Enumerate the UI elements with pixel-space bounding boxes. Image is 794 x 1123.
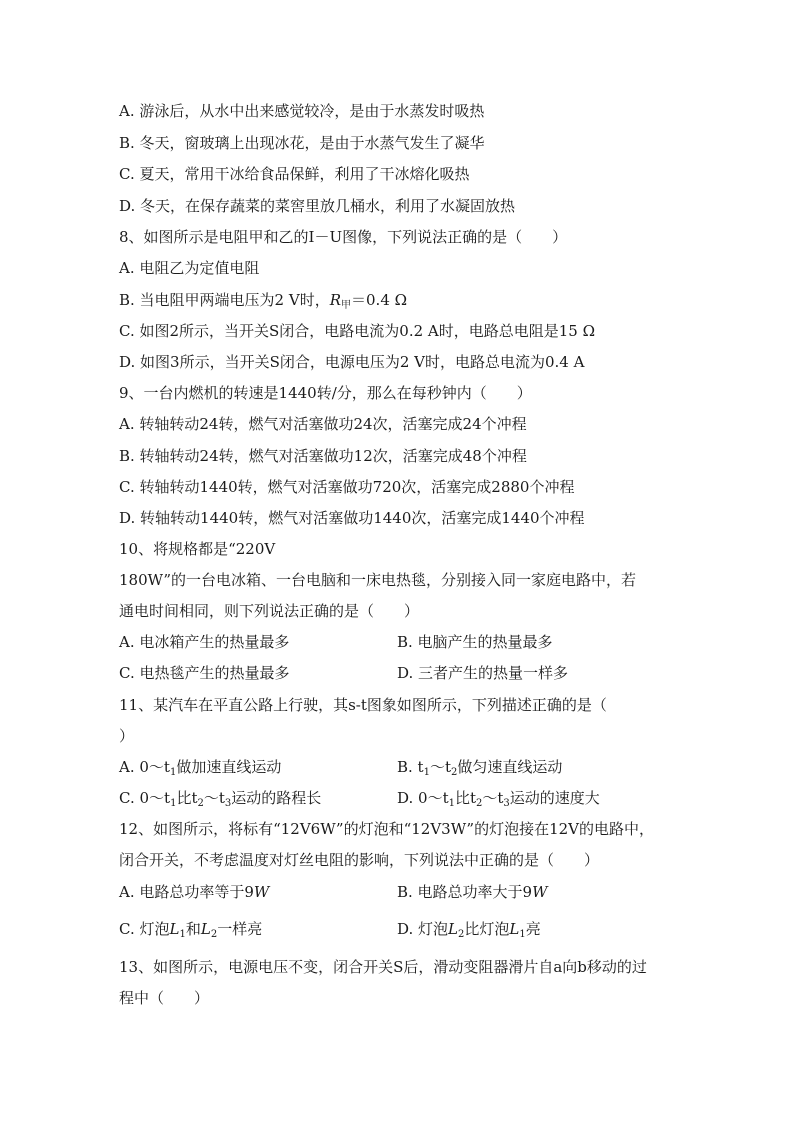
q8-option-a: A. 电阻乙为定值电阻	[119, 259, 260, 277]
q12-option-b: B. 电路总功率大于9W	[397, 883, 548, 901]
q10-option-a: A. 电冰箱产生的热量最多	[119, 633, 290, 651]
q10-option-b: B. 电脑产生的热量最多	[397, 633, 553, 651]
q7-option-d: D. 冬天，在保存蔬菜的菜窖里放几桶水，利用了水凝固放热	[119, 197, 516, 215]
q9-option-d: D. 转轴转动1440转，燃气对活塞做功1440次，活塞完成1440个冲程	[119, 509, 585, 527]
q8-option-b: B. 当电阻甲两端电压为2 V时，$R_甲=0.4$ Ω	[119, 291, 408, 311]
q13-stem-line1: 13、如图所示，电源电压不变，闭合开关S后，滑动变阻器滑片自a向b移动的过	[119, 958, 647, 976]
q12-stem-line2: 闭合开关，不考虑温度对灯丝电阻的影响，下列说法中正确的是（ ）	[119, 851, 600, 869]
q12-stem-line1: 12、如图所示，将标有“12V6W”的灯泡和“12V3W”的灯泡接在12V的电路中，	[119, 820, 655, 838]
q7-option-a: A. 游泳后，从水中出来感觉较冷，是由于水蒸发时吸热	[119, 102, 485, 120]
q10-stem-line3: 通电时间相同，则下列说法正确的是（ ）	[119, 602, 420, 620]
q12-option-a: A. 电路总功率等于9W	[119, 883, 270, 901]
q9-option-b: B. 转轴转动24转，燃气对活塞做功12次，活塞完成48个冲程	[119, 447, 527, 465]
q13-stem-line2: 程中（ ）	[119, 989, 210, 1007]
q10-option-d: D. 三者产生的热量一样多	[397, 664, 569, 682]
q9-option-a: A. 转轴转动24转，燃气对活塞做功24次，活塞完成24个冲程	[119, 415, 527, 433]
q7-option-c: C. 夏天，常用干冰给食品保鲜，利用了干冰熔化吸热	[119, 165, 470, 183]
q11-stem-line1: 11、某汽车在平直公路上行驶，其s-t图象如图所示，下列描述正确的是（	[119, 696, 607, 714]
q11-option-b: B. $t_1\sim t_2$做匀速直线运动	[397, 758, 563, 778]
q12-option-d: D. 灯泡$L_2$比灯泡$L_1$亮	[397, 920, 541, 940]
q10-stem-line2: 180W”的一台电冰箱、一台电脑和一床电热毯，分别接入同一家庭电路中，若	[119, 571, 636, 589]
q11-stem-line2: ）	[119, 727, 135, 745]
q9-option-c: C. 转轴转动1440转，燃气对活塞做功720次，活塞完成2880个冲程	[119, 478, 575, 496]
q11-option-d: D. $0\sim t_1$比$t_2\sim t_3$运动的速度大	[397, 789, 600, 809]
q9-stem: 9、一台内燃机的转速是1440转/分，那么在每秒钟内（ ）	[119, 384, 532, 402]
q7-option-b: B. 冬天，窗玻璃上出现冰花，是由于水蒸气发生了凝华	[119, 134, 485, 152]
q8-stem: 8、如图所示是电阻甲和乙的I－U图像，下列说法正确的是（ ）	[119, 228, 568, 246]
q8-option-c: C. 如图2所示，当开关S闭合，电路电流为0.2 A时，电路总电阻是15 Ω	[119, 322, 596, 340]
q12-option-c: C. 灯泡$L_1$和$L_2$一样亮	[119, 920, 263, 940]
q10-stem-line1: 10、将规格都是“220V	[119, 540, 276, 558]
q11-option-a: A. $0\sim t_1$做加速直线运动	[119, 758, 282, 778]
q10-option-c: C. 电热毯产生的热量最多	[119, 664, 290, 682]
q11-option-c: C. $0\sim t_1$比$t_2\sim t_3$运动的路程长	[119, 789, 322, 809]
q8-option-d: D. 如图3所示，当开关S闭合，电源电压为2 V时，电路总电流为0.4 A	[119, 353, 585, 371]
